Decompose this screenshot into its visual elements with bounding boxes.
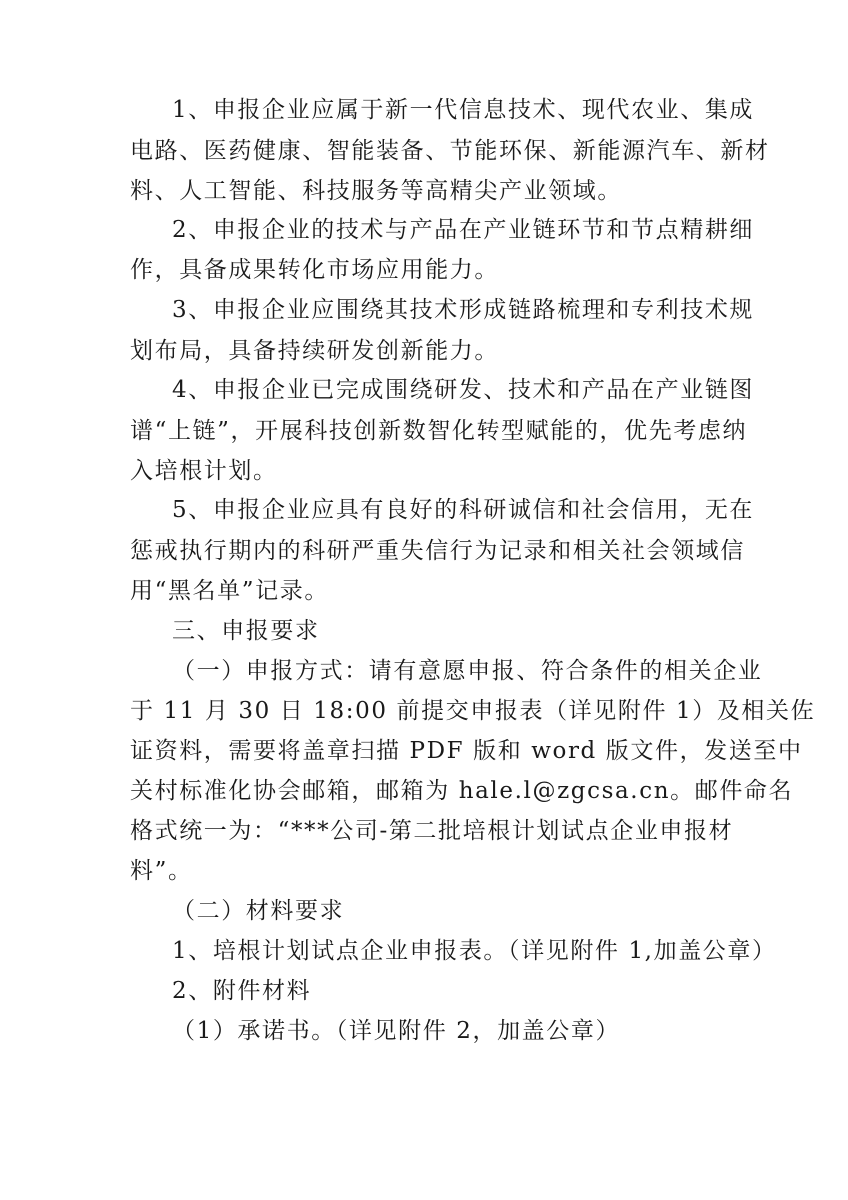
criterion-3-line-2: 划布局，具备持续研发创新能力。 [130,338,499,364]
criterion-5-line-3: 用“黑名单”记录。 [130,578,329,604]
application-method-line-3: 证资料，需要将盖章扫描 PDF 版和 word 版文件，发送至中 [130,738,803,764]
criterion-1-line-2: 电路、医药健康、智能装备、节能环保、新能源汽车、新材 [130,138,770,164]
criterion-2-line-2: 作，具备成果转化市场应用能力。 [130,257,499,283]
materials-item-2-sub-1: （1）承诺书。（详见附件 2，加盖公章） [172,1018,621,1044]
criterion-4-line-1: 4、申报企业已完成围绕研发、技术和产品在产业链图 [172,377,755,403]
criterion-4-line-2: 谱“上链”，开展科技创新数智化转型赋能的，优先考虑纳 [130,418,748,444]
application-method-line-5: 格式统一为：“***公司-第二批培根计划试点企业申报材 [130,818,734,844]
materials-item-2: 2、附件材料 [172,978,312,1004]
application-method-line-1: （一）申报方式：请有意愿申报、符合条件的相关企业 [172,658,763,684]
criterion-1-line-3: 料、人工智能、科技服务等高精尖产业领域。 [130,178,622,204]
subsection-heading-materials: （二）材料要求 [172,898,345,924]
application-method-line-4: 关村标准化协会邮箱，邮箱为 hale.l@zgcsa.cn。邮件命名 [130,778,794,804]
application-method-line-6: 料”。 [130,858,193,884]
criterion-5-line-2: 惩戒执行期内的科研严重失信行为记录和相关社会领域信 [130,538,745,564]
criterion-3-line-1: 3、申报企业应围绕其技术形成链路梳理和专利技术规 [172,297,755,323]
criterion-4-line-3: 入培根计划。 [130,458,278,484]
section-heading-application-requirements: 三、申报要求 [172,618,320,644]
criterion-2-line-1: 2、申报企业的技术与产品在产业链环节和节点精耕细 [172,217,755,243]
criterion-5-line-1: 5、申报企业应具有良好的科研诚信和社会信用，无在 [172,497,755,523]
materials-item-1: 1、培根计划试点企业申报表。（详见附件 1,加盖公章） [172,938,777,964]
application-method-line-2: 于 11 月 30 日 18:00 前提交申报表（详见附件 1）及相关佐 [130,698,816,724]
criterion-1-line-1: 1、申报企业应属于新一代信息技术、现代农业、集成 [172,97,755,123]
